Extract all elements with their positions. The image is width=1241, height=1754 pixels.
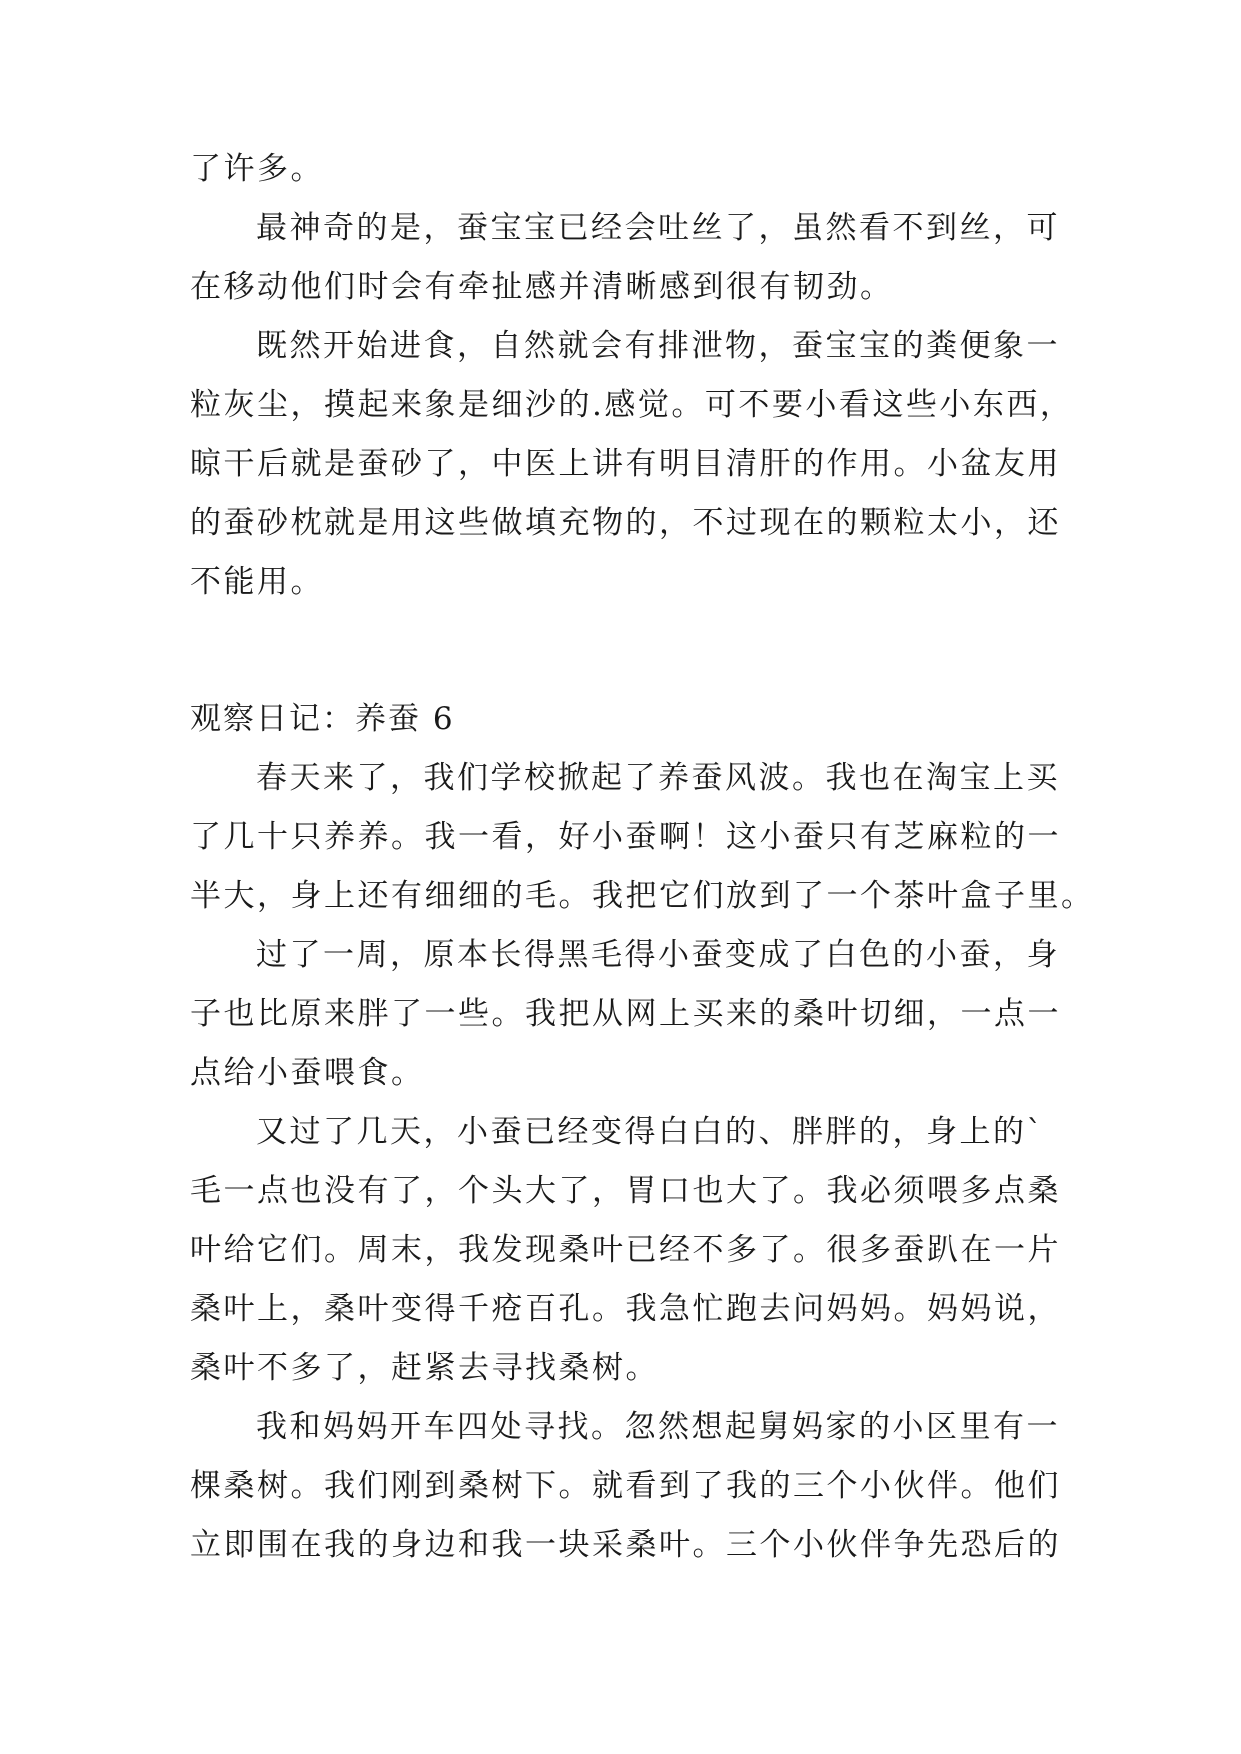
paragraph-week [190,926,1070,1103]
text-line: 毛一点也没有了，个头大了，胃口也大了。我必须喂多点桑 [190,1173,1061,1209]
text-line: 叶给它们。周末，我发现桑叶已经不多了。很多蚕趴在一片 [190,1232,1061,1268]
text-line: 晾干后就是蚕砂了，中医上讲有明目清肝的作用。小盆友用 [190,446,1061,482]
text-line: 又过了几天，小蚕已经变得白白的、胖胖的，身上的` [256,1114,1045,1150]
text-line: 粒灰尘，摸起来象是细沙的.感觉。可不要小看这些小东西， [190,387,1074,423]
text-line: 立即围在我的身边和我一块采桑叶。三个小伙伴争先恐后的 [190,1527,1061,1563]
text-line: 春天来了，我们学校掀起了养蚕风波。我也在淘宝上买 [256,760,1060,796]
text-line: 我和妈妈开车四处寻找。忽然想起舅妈家的小区里有一 [256,1409,1060,1445]
text-line: 子也比原来胖了一些。我把从网上买来的桑叶切细，一点一 [190,996,1061,1032]
text-line: 了几十只养养。我一看，好小蚕啊！这小蚕只有芝麻粒的一 [190,819,1061,855]
text-line: 在移动他们时会有牵扯感并清晰感到很有韧劲。 [190,269,894,305]
text-line: 过了一周，原本长得黑毛得小蚕变成了白色的小蚕，身 [256,937,1060,973]
text-line: 最神奇的是，蚕宝宝已经会吐丝了，虽然看不到丝，可 [256,210,1060,246]
text-line: 桑叶不多了，赶紧去寻找桑树。 [190,1350,659,1386]
paragraph-continuation [190,140,1070,199]
text-line: 半大，身上还有细细的毛。我把它们放到了一个茶叶盒子里。 [190,878,1095,914]
paragraph-droppings [190,317,1074,612]
text-line: 既然开始进食，自然就会有排泄物，蚕宝宝的粪便象一 [256,328,1060,364]
paragraph-search [190,1398,1070,1575]
text-line: 不能用。 [190,564,324,600]
text-line: 棵桑树。我们刚到桑树下。就看到了我的三个小伙伴。他们 [190,1468,1061,1504]
paragraph-silk [190,199,1070,317]
text-line: 点给小蚕喂食。 [190,1055,425,1091]
text-line: 了许多。 [190,151,324,187]
paragraph-days [190,1103,1070,1398]
text-line: 桑叶上，桑叶变得千疮百孔。我急忙跑去问妈妈。妈妈说， [190,1291,1061,1327]
section-heading: 观察日记：养蚕 6 [190,701,455,737]
paragraph-spring [190,749,1095,926]
text-line: 的蚕砂枕就是用这些做填充物的，不过现在的颗粒太小，还 [190,505,1061,541]
